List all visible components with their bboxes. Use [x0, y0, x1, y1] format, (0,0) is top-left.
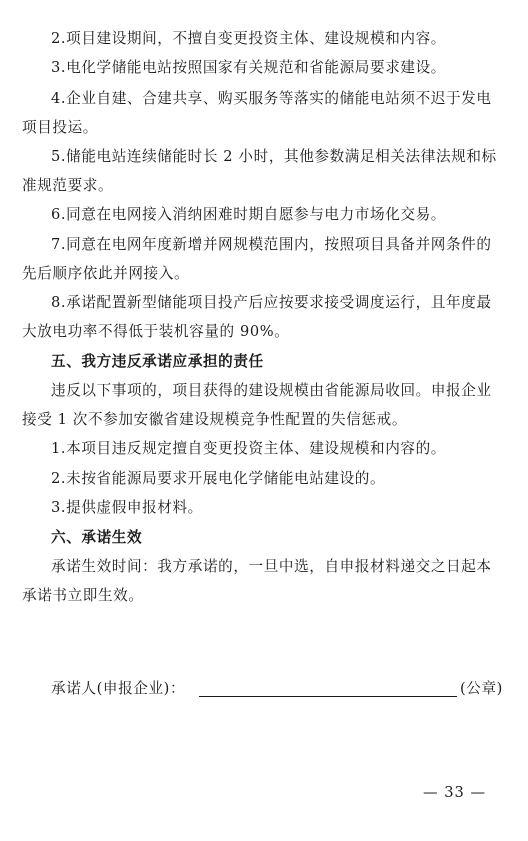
effective-text: 承诺生效时间：我方承诺的，一旦中选，自申报材料递交之日起本承诺书立即生效。: [22, 558, 492, 604]
section-heading-effective: 六、承诺生效: [51, 529, 143, 546]
section-heading-responsibility: 五、我方违反承诺应承担的责任: [51, 353, 264, 370]
responsibility-item-1: 1.本项目违反规定擅自变更投资主体、建设规模和内容的。: [51, 440, 446, 457]
paragraph-item-3: 3.电化学储能电站按照国家有关规范和省能源局要求建设。: [51, 59, 446, 76]
paragraph-item-7: 7.同意在电网年度新增并网规模范围内，按照项目具备并网条件的先后顺序依此并网接入。: [22, 236, 492, 282]
paragraph-item-5: 5.储能电站连续储能时长 2 小时，其他参数满足相关法律法规和标准规范要求。: [22, 148, 497, 194]
seal-label: (公章): [460, 680, 503, 697]
responsibility-item-3: 3.提供虚假申报材料。: [51, 499, 203, 516]
page-number: — 33 —: [423, 784, 487, 801]
responsibility-intro: 违反以下事项的，项目获得的建设规模由省能源局收回。申报企业接受 1 次不参加安徽省建设规模竞争性配置的失信惩戒。: [22, 382, 492, 428]
signature-row: [51, 674, 511, 703]
signature-label: 承诺人(申报企业)：: [51, 680, 186, 697]
paragraph-item-6: 6.同意在电网接入消纳困难时期自愿参与电力市场化交易。: [51, 206, 446, 223]
responsibility-item-2: 2.未按省能源局要求开展电化学储能电站建设的。: [51, 470, 386, 487]
paragraph-item-8: 8.承诺配置新型储能项目投产后应按要求接受调度运行，且年度最大放电功率不得低于装机容量的 90%。: [22, 294, 492, 340]
signature-line: [199, 696, 457, 697]
paragraph-item-4: 4.企业自建、合建共享、购买服务等落实的储能电站须不迟于发电项目投运。: [22, 90, 492, 136]
paragraph-item-2: 2.项目建设期间，不擅自变更投资主体、建设规模和内容。: [51, 30, 446, 47]
